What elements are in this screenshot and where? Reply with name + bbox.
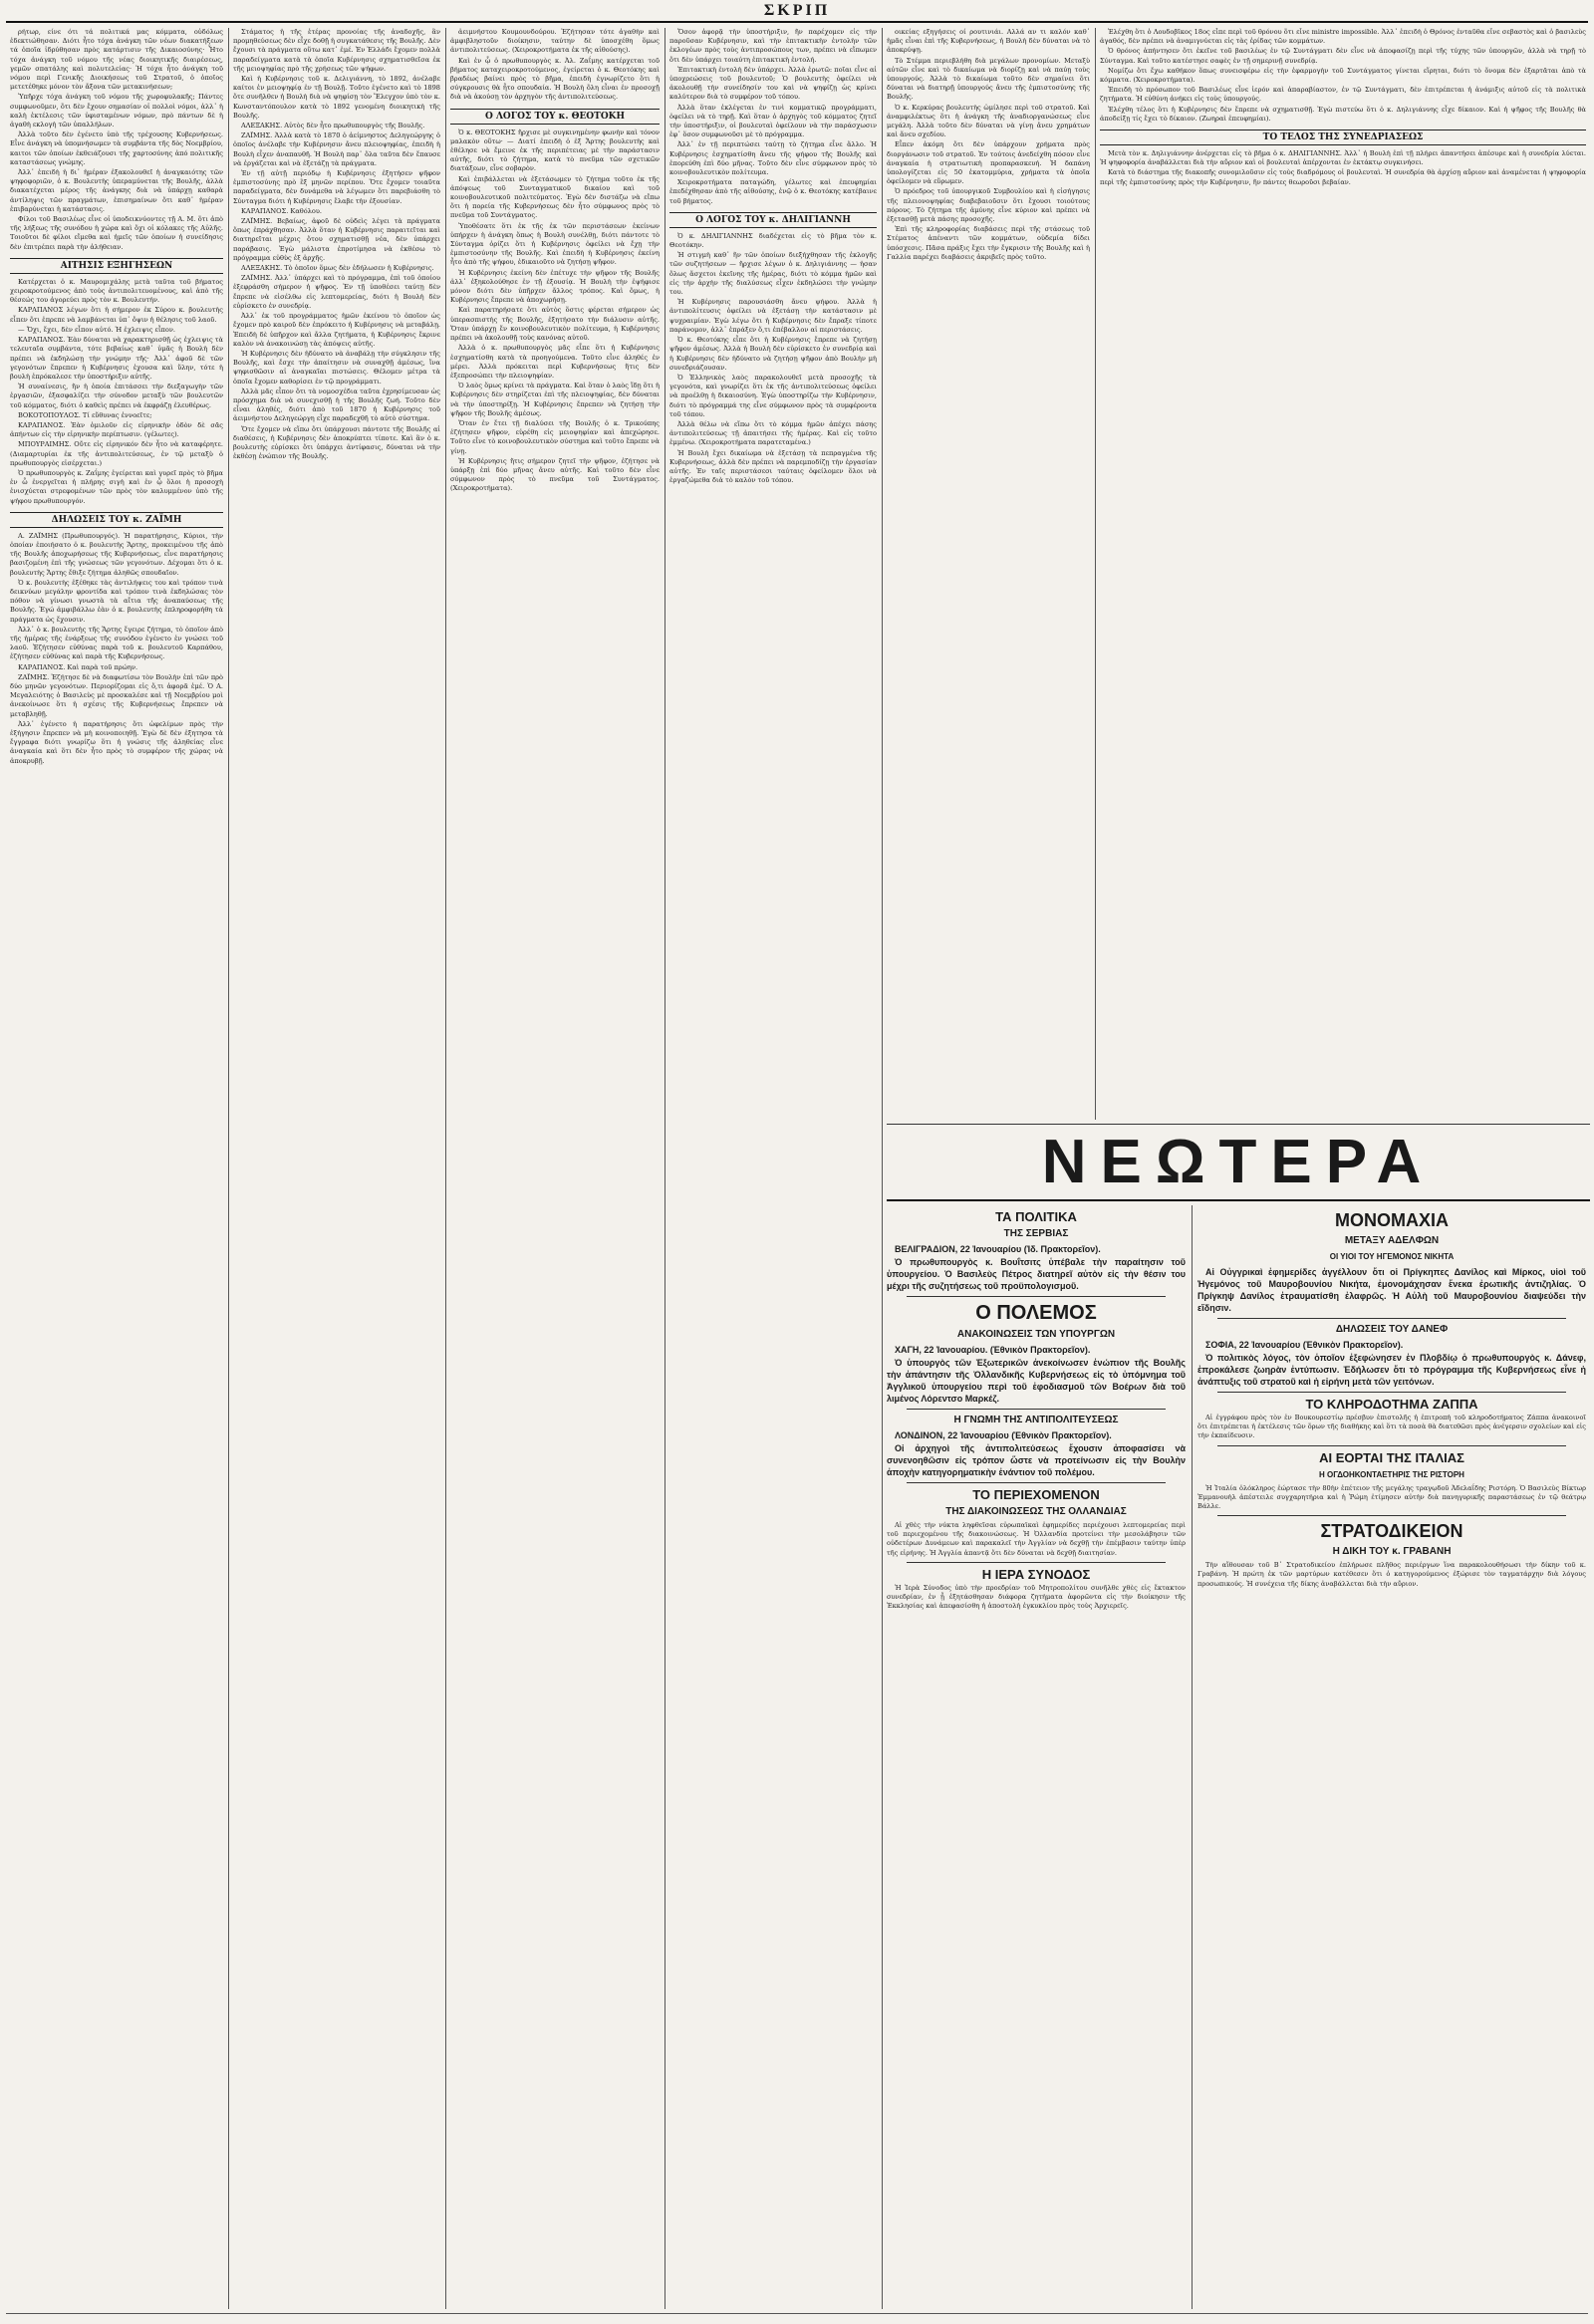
paragraph: Ἀλλ᾽ ἐν τῇ περιπτώσει ταύτῃ τὸ ζήτημα εἶνε ἄλλο. Ἡ Κυβέρνησις ἐσχηματίσθη ἄνευ τῆς ψήφου τῆς Βουλῆς καὶ ἐπορεύθη ἐπὶ δύο μῆνας. Τοῦτο δὲν εἶνε σύμφωνον πρὸς τὸ κοινοβουλευτικὸν πολίτευμα. — [669, 140, 877, 177]
dateline: ΒΕΛΙΓΡΑΔΙΟΝ, 22 Ἰανουαρίου (Ἰδ. Πρακτορεῖον). — [895, 1244, 1101, 1254]
column-6 — [1100, 28, 1586, 1120]
paragraph: ΜΠΟΥΡΑΙΜΗΣ. Οὔτε εἰς εἰρηνικόν δὲν ἦτο νὰ καταφέρητε. (Διαμαρτυρίαι ἐκ τῆς ἀντιπολιτεύσεως, ἐν τῷ μεταξὺ ὁ πρωθυπουργὸς εἰσέρχεται.) — [10, 440, 223, 467]
column-4 — [669, 28, 877, 2309]
paragraph: Ὁ πρωθυπουργὸς κ. Ζαΐμης ἐγείρεται καὶ γυρεῖ πρὸς τὸ βῆμα ἐν ὧ ἐνεργεῖται ἡ πλήρης σιγὴ καὶ ἐν ᾧ ὅλοι ἡ προσοχὴ ἐνισχύεται στρεφομένων τῶν πρὸς τὸν καλυμμένον ὑπὸ τῆς ψήφου πρωθυπουργόν. — [10, 468, 223, 505]
subheadline: ΟΙ ΥΙΟΙ ΤΟΥ ΗΓΕΜΟΝΟΣ ΝΙΚΗΤΑ — [1329, 1252, 1455, 1261]
newspaper-title: ΣΚΡΙΠ — [763, 2, 831, 19]
paragraph: Ἀλλὰ τοῦτο δὲν ἐγένετο ὑπὸ τῆς τρέχουσης Κυβερνήσεως. Εἶνε ἀνάγκη νὰ ὑπομνήσωμεν τὰ συμβάντα τῆς δὸς Νοεμβρίου, καιτοι τῶν ὁποίων ἐκθειάζουσι τῆς χαρτοσύνης ἀπό πολιτικῆς καταστάσεως γνώμης. — [10, 130, 223, 166]
paragraph: Ὁ θρόνος ἀπήντησεν ὅτι ἐκεῖνε τοῦ βασιλέως ἐν τῷ Συντάγματι δὲν εἶνε νὰ ἀποφασίζῃ περὶ τῆς τύχης τῶν ὑπουργῶν, ἀλλὰ νὰ τηρῇ τὸ Σύνταγμα. Καὶ τοῦτο κατέστησε σαφὲς ἐν τῇ σημερινῇ συνεδρίᾳ. — [1100, 47, 1586, 65]
divider — [907, 1296, 1166, 1297]
column-1 — [10, 28, 223, 2309]
paragraph: Ὁ κ. ΘΕΟΤΟΚΗΣ ἤρχισε μὲ συγκινημένην φωνὴν καὶ τόνον μαλακὸν οὕτω· — Διατί ἐπειδὴ ὁ ἐξ Ἄρτης βουλευτὴς καὶ ἐθέλησε νὰ ἔμεινε ἐκ τῆς περιπέτειας μὲ τὴν παράστασιν αὐτῆς, διότι τὸ ζήτημα, κατὰ τὸ πνεῦμα τῶν σχετικῶν διατάξεων, εἶνε σοβαρὸν. — [450, 128, 660, 173]
banner-rule — [887, 1199, 1590, 1201]
paragraph: ΖΑΪΜΗΣ. Ἀλλ᾽ ὑπάρχει καὶ τὸ πρόγραμμα, ἐπὶ τοῦ ὁποίου ἐξεφράσθη σήμερον ἡ ψῆφος. Ἐν τῇ ὑποθέσει ταύτῃ δὲν ἔπρεπε νὰ εἰσέλθω εἰς λεπτομερείας, διότι ἡ Βουλὴ δὲν εὑρίσκετο ἐν συνεδρίᾳ. — [233, 274, 440, 310]
bottom-rule — [6, 2313, 1588, 2314]
paragraph: ΚΑΡΑΠΑΝΟΣ. Ἐὰν δύναται νὰ χαρακτηρισθῇ ὡς ἐχλειψις τὰ τελευταῖα συμβάντα, τότε βεβαίως καθ᾽ ὑμᾶς ἡ Βουλὴ δὲν πρέπει νὰ ἐκδηλώσῃ τὴν γνώμην τῆς· Ἀλλ᾽ ἀφοῦ δὲ τῶν γεγονότων ἔπρεπεν ἡ Κυβέρνησις ἐχουσα καὶ ὕλην, τότε ἡ βουλὴ ἐπρόκαλεσε τὴν ὑποστήριξιν αὐτῆς. — [10, 336, 223, 381]
column-rule — [664, 28, 665, 2309]
news-text: Ὁ πολιτικὸς λόγος, τὸν ὁποῖον ἐξεφώνησεν ἐν Πλοβδίῳ ὁ πρωθυπουργὸς κ. Δάνεφ, ἐπροκάλεσε ζωηρὰν ἐντύπωσιν. Ἐδήλωσεν ὅτι τὸ πρόγραμμα τῆς Κυβερνήσεως εἶνε ἡ ἀνάπτυξις τοῦ στρατοῦ καὶ ἡ εἰρήνη μετὰ τῶν γειτόνων. — [1197, 1353, 1586, 1387]
news-text: Ἡ Ἱερὰ Σύνοδος ὑπὸ τὴν προεδρίαν τοῦ Μητροπολίτου συνῆλθε χθὲς εἰς ἔκτακτον συνεδρίαν, ἐν ᾗ ἐξητάσθησαν διάφορα ζητήματα ἀφορῶντα εἰς τὴν διοίκησιν τῆς Ἐκκλησίας καὶ ἀπεφασίσθη ἡ ἀποστολὴ ἐγκυκλίου πρὸς τοὺς Ἀρχιερεῖς. — [887, 1583, 1186, 1611]
paragraph: ἀειμνήστου Κουμουνδούρου. Ἐζήτησαν τότε ἀγαθὴν καὶ ἀμφιβληστοῦν διοίκησιν, ταύτην δὲ ὑποσχέθη ὅμως ἀντιπολιτεύσεως. (Χειροκροτήματα ἐκ τῆς αἰθούσης). — [450, 28, 660, 55]
headline: ΤΟ ΚΛΗΡΟΔΟΤΗΜΑ ΖΑΠΠΑ — [1305, 1397, 1478, 1412]
paragraph: Ἡ Κυβέρνησις παρουσιάσθη ἄνευ ψήφου. Ἀλλὰ ἡ ἀντιπολίτευσις ὀφείλει νὰ ἐξετάσῃ τὴν κατάστασιν μὲ ψυχραιμίαν. Ἐγὼ λέγω ὅτι ἡ Κυβέρνησις δὲν ἔπραξε τίποτε παράνομον, ἀλλ᾽ ἐπράξεν ὅ,τι ἐπέβαλλον αἱ περιστάσεις. — [669, 298, 877, 334]
paragraph: ΖΑΪΜΗΣ. Ἐζήτησε δὲ νὰ διαφωτίσω τὸν Βουλὴν ἐπὶ τῶν πρὸ δύο μηνῶν γεγονότων. Περιορίζομαι εἰς ὅ,τι ἀφορᾶ ἐμέ. Ὁ Α. Μεγαλειότης ὁ Βασιλεὺς μὲ προσκαλέσε καὶ τῇ Νοεμβρίου μοὶ ἀνεκοίνωσε ὅτι ἡ σχέσις τῆς Κυβερνήσεως ἔπρεπεν νὰ μεταβληθῇ. — [10, 672, 223, 718]
paragraph: Ἀλλ᾽ ἐκ τοῦ προγράμματος ἡμῶν ἐκείνου τὸ ὁποῖον ὡς ἔχομεν πρὸ καιροῦ δὲν ἐπρόκειτο ἡ Κυβέρνησις νὰ μεταβάλῃ. Ἐπειδὴ δὲ ὑπῆρχον καὶ ἄλλα ζητήματα, ἡ Κυβέρνησις ἔκρινε καλὸν νὰ ἀνακοινώσῃ τὰς ἀπόψεις αὐτῆς. — [233, 312, 440, 348]
dateline: ΛΟΝΔΙΝΟΝ, 22 Ἰανουαρίου (Ἑθνικὸν Πρακτορεῖον). — [895, 1430, 1112, 1440]
paragraph: Καὶ ἐν ᾧ ὁ πρωθυπουργὸς κ. Ἀλ. Ζαΐμης κατέρχεται τοῦ βήματος καταχειροκροτούμενος, ἐγείρεται ὁ κ. Θεοτόκης καὶ βραδέως βαίνει πρὸς τὸ βῆμα, ἐπειδὴ ἐγνωρίζετο ὅτι ἡ σύγκρουσις θὰ ἦτο σπουδαία. Ἡ Βουλὴ ὅλη εἶναι ἐν προσοχῇ διὰ νὰ ἀκούσῃ τὸν ἀρχηγὸν τῆς ἀντιπολιτεύσεως. — [450, 56, 660, 102]
paragraph: Ὅταν ἐν ἔτει τῇ διαλύσει τῆς Βουλῆς ὁ κ. Τρικούπης ἐζήτησεν ψῆφον, εὑρέθη εἰς μειοψηφίαν καὶ ἀπεχώρησε. Τοῦτο εἶνε τὸ κοινοβουλευτικὸν σύστημα καὶ τοῦτο ἔπρεπε νὰ γίνῃ. — [450, 418, 660, 455]
paragraph: Κατέρχεται ὁ κ. Μαυρομιχάλης μετὰ ταῦτα τοῦ βήματος χειροκροτούμενος ἀπὸ τοὺς ἀντιπολιτευομένους, καὶ ἀπὸ τῆς θέσεώς του ἀγορεύει πρὸς τὸν κ. Βουλευτήν. — [10, 277, 223, 305]
paragraph: ΖΑΪΜΗΣ. Βεβαίως, ἀφοῦ δὲ οὐδεὶς λέγει τὰ πράγματα ὅπως ἐπράχθησαν. Ἀλλὰ ὅταν ἡ Κυβέρνησις παραιτεῖται καὶ διατηρεῖται μέχρις ὅτου σχηματισθῇ νέα, δὲν ὑπάρχει παράβασις. Ἐγὼ μάλιστα ἐπροτίμησα νὰ ἐκθέσω τὸ πρόγραμμα εὐθὺς ἐξ ἀρχῆς. — [233, 217, 440, 262]
headline: ΑΙ ΕΟΡΤΑΙ ΤΗΣ ΙΤΑΛΙΑΣ — [1319, 1449, 1464, 1465]
subheadline: ΜΕΤΑΞΥ ΑΔΕΛΦΩΝ — [1344, 1235, 1440, 1246]
paragraph: Ἀλλ᾽ ὁ κ. βουλευτὴς τῆς Ἄρτης ἔγειρε ζήτημα, τὸ ὁποῖον ἀπὸ τῆς ἡμέρας τῆς ἐνάρξεως τῆς συνόδου ἐγένετο ἐν γνώσει τοῦ λαοῦ. Ἐζήτησεν εὐθύνας παρὰ τοῦ κ. βουλευτοῦ Καρπάθου, ἐζήτησεν εὐθύνας καὶ παρὰ τῆς Κυβερνήσεως. — [10, 625, 223, 661]
paragraph: ΖΑΪΜΗΣ. Ἀλλὰ κατὰ τὸ 1870 ὁ ἀείμνηστος Δεληγεώργης ὁ ὁποῖος ἀνέλαβε τὴν Κυβέρνησιν ἄνευ πλειοψηφίας, ἐπειδὴ ἡ Βουλὴ εἶχεν ἀναπαυθῆ. Ἡ Βουλὴ παρ᾽ ὅλα ταῦτα δὲν ἔπαυσε νὰ ἐργάζεται καὶ νὰ ἐξετάζῃ τὰ πράγματα. — [233, 131, 440, 167]
paragraph: Στάματος ἡ τῆς ἑτέρας προνοίας τῆς ἀναδοχῆς, ἂν προμηθεύσεως δὲν εἶχε δοθῇ ἡ συγκατάθεσις τῆς Βουλῆς. Δὲν ἔχουσι τὰ πράγματα οὕτω κατ᾽ ἐμέ. Ἐν Ἑλλάδι ἔχομεν πολλὰ παραδείγματα κατὰ τὰ ὁποῖα Κυβέρνησις σχηματισθεῖσα ἐκ τῆς μειοψηφίας πρὸ τῆς χρήσεως τῶν ψήφων. — [233, 28, 440, 73]
paragraph: Ἐπὶ τῆς κληροφορίας διαβάσεις περὶ τῆς στάσεως τοῦ Στέματος ἀπέναντι τῶν κομμάτων, οὐδεμία δίδει ὑπόσχεσις. Πᾶσα πράξις ἔχει τὴν ἔγκρισιν τῆς Βουλῆς καὶ ἡ Γαλλία παρέχει διαβάσεις ἀκριβεῖς πρὸς τοῦτο. — [887, 225, 1090, 261]
headline: Η ΙΕΡΑ ΣΥΝΟΔΟΣ — [981, 1566, 1091, 1582]
column-5 — [887, 28, 1090, 1120]
divider — [1217, 1515, 1566, 1516]
headline: ΣΤΡΑΤΟΔΙΚΕΙΟΝ — [1320, 1521, 1463, 1542]
subheadline: ΤΗΣ ΣΕΡΒΙΑΣ — [1003, 1228, 1069, 1239]
paragraph: Α. ΖΑΪΜΗΣ (Πρωθυπουργός). Ἡ παρατήρησις, Κύριοι, τὴν ὁποίαν ἐποιήσατο ὁ κ. βουλευτὴς Ἄρτης, προκειμένου τῆς ἀπὸ τῆς Βουλῆς ἀποχωρήσεως τῆς Κυβερνήσεως, εἶνε παρατήρησις βασιζομένη ἐπὶ τῆς γνώσεως τῶν γεγονότων. Δέχομαι ὅτι ὁ κ. βουλευτὴς Ἄρτης ἔθιξε ζήτημα ἀληθῶς σπουδαῖον. — [10, 531, 223, 577]
divider — [1217, 1318, 1566, 1319]
column-rule — [228, 28, 229, 2309]
paragraph: Ὁ κ. βουλευτὴς ἐξέθηκε τὰς ἀντιλήψεις του καὶ τρόπον τινὰ δεικνύων μεγάλην φροντίδα καὶ τρόπον τινὰ ἐκδηλώσας τὸν πόθον νὰ γίνωσι γνωστὰ τὰ αἴτια τῆς ἀναπαύσεως τῆς Βουλῆς. Ἐγώ ἀμφιβάλλω ἐὰν ὁ κ. βουλευτὴς ἐπληροφορήθη τὰ πράγματα ὡς ἔχουσιν. — [10, 578, 223, 624]
paragraph: Ἡ στιγμὴ καθ᾽ ἣν τῶν ὁποίων διεξήχθησαν τῆς ἐκλογῆς τῶν συζητήσεων — ἤρχισε λέγων ὁ κ. Δηλιγιάννης — ἡσαν ὅλως ἄσχετοι ἐκεῖνης τῆς ἡμέρας, διότι τὸ κόμμα ἡμῶν καὶ εἰς τὴν ἀρχὴν τῆς διαλύσεως εἶχεν ἐκδηλώσει τὴν γνώμην του. — [669, 251, 877, 297]
subheadline: ΑΝΑΚΟΙΝΩΣΕΙΣ ΤΩΝ ΥΠΟΥΡΓΩΝ — [956, 1329, 1116, 1340]
section-rule — [887, 1124, 1590, 1125]
divider — [1217, 1392, 1566, 1393]
paragraph: Καὶ ἐπιβάλλεται νὰ ἐξετάσωμεν τὸ ζήτημα τοῦτο ἐκ τῆς ἀπόψεως τοῦ Συνταγματικοῦ δικαίου καὶ τοῦ κοινοβουλευτικοῦ πολιτεύματος. Ἐγὼ δὲν διστάζω νὰ εἴπω ὅτι ἡ πορεία τῆς Κυβερνήσεως δὲν ἦτο σύμφωνος πρὸς τὸ πνεῦμα τοῦ Συντάγματος. — [450, 174, 660, 220]
paragraph: Ἐν τῇ αὐτῇ περιόδῳ ἡ Κυβέρνησις ἐξητήσεν ψῆφον ἐμπιστοσύνης πρὸ ἓξ μηνῶν περίπου. Ὅτε ἔχομεν τοιαῦτα παραδείγματα, δὲν δυνάμεθα νὰ λέγωμεν ὅτι παρεβιάσθη τὸ Σύνταγμα διότι ἡ Κυβέρνησις ἔλαβε τὴν ἐξουσίαν. — [233, 169, 440, 205]
headline: ΤΑ ΠΟΛΙΤΙΚΑ — [995, 1209, 1077, 1224]
paragraph: Ἀλλὰ ὁ κ. πρωθυπουργὸς μᾶς εἶπε ὅτι ἡ Κυβέρνησις ἐσχηματίσθη κατὰ τὰ προηγούμενα. Τοῦτο εἶνε ἀληθές ἐν μέρει. Ἀλλὰ πρόκειται περὶ Κυβερνήσεως ἥτις δὲν ἐξεπροσώπει τὴν πλειοψηφίαν. — [450, 344, 660, 380]
paragraph: ΒΟΚΟΤΟΠΟΥΛΟΣ. Τί εὔθυνας ἐννοεῖτε; — [18, 410, 152, 419]
paragraph: Ὑπῆρχε τόχα ἀνάγκη τοῦ νόμου τῆς χωροφυλακῆς; Πάντες συμφωνοῦμεν, ὅτι δὲν ἔχουν σημασίαν οἱ πολλοὶ νόμοι, ἀλλ᾽ ἡ καλὴ ἐκτέλεσις τῶν ὑφισταμένων νόμων, πρὸ πάντων δὲ ἡ ἀγαθὴ εκλογὴ τῶν ὑπαλλήλων. — [10, 93, 223, 129]
news-text: Αἱ χθὲς τὴν νύκτα ληφθεῖσαι εὐρωπαϊκαὶ ἐφημερίδες περιέχουσι λεπτομερείας περὶ τοῦ περιεχομένου τῆς διακοινώσεως. Ἡ Ὀλλανδία προτείνει τὴν μεσολάβησιν τῶν οὐδετέρων Δυνάμεων καὶ παρακαλεῖ τὴν Ἀγγλίαν νὰ δεχθῇ τὴν ἐπέμβασιν ταύτην ὑπὲρ τῆς εἰρήνης. Ἡ Ἀγγλία ἀπαντᾷ ὅτι δὲν δύναται νὰ δεχθῇ διαιτησίαν. — [887, 1521, 1186, 1557]
headline: ΜΟΝΟΜΑΧΙΑ — [1335, 1210, 1449, 1230]
paragraph: Ἀλλ᾽ ἐπειδὴ ἡ δι᾽ ἡμέραν ἐξακολουθεῖ ἡ ἀναγκαιότης τῶν ψηφοφοριῶν, ὁ κ. Βουλευτὴς ὑπεραμύνεται τῆς Βουλῆς, ἀλλὰ διακατέχεται μέρος τῆς ἀνάγκης διὰ νὰ ὑπάρχῃ καθαρὰ ἀντίληψις τῶν πραγμάτων, ἐπισημαίνων ὅτι καθ᾽ ἡμέραν ἐπιβαρύνεται ἡ κατάστασις. — [10, 168, 223, 213]
section-heading: ΑΙΤΗΣΙΣ ΕΞΗΓΗΣΕΩΝ — [10, 258, 223, 274]
paragraph: Ὁ κ. Κερκύρας βουλευτὴς ὡμίλησε περὶ τοῦ στρατοῦ. Καὶ ἀναμφιλέκτως ὅτι ἡ ἀνάγκη τῆς ἀναδιοργανώσεως εἶνε μεγάλη. Ἀλλὰ τοῦτο δὲν δύναται νὰ γίνῃ ἄνευ χρημάτων καὶ ἄνευ σχεδίου. — [887, 103, 1090, 139]
paragraph: Ἀλλὰ μᾶς εἶπον ὅτι τὰ νομοσχέδια ταῦτα ἐχρησίμευσαν ὡς πρόσχημα διὰ νὰ συνεχισθῇ ἡ τῆς Βουλῆς ζωή. Τοῦτο δὲν εἶναι ἀληθές, διότι ἀπὸ τοῦ 1870 ἡ Κυβέρνησις τοῦ ἀειμνήστου Δεληγεώργη εἶχε παραδεχθῆ τὸ αὐτὸ σύστημα. — [233, 387, 440, 423]
divider — [907, 1562, 1166, 1563]
news-text: Ὁ πρωθυπουργὸς κ. Βουΐτσιτς ὑπέβαλε τὴν παραίτησιν τοῦ ὑπουργείου. Ὁ Βασιλεὺς Πέτρος διατηρεῖ αὐτὸν εἰς τὴν θέσιν του μέχρι τῆς συζητήσεως τοῦ προϋπολογισμοῦ. — [887, 1257, 1186, 1291]
paragraph: Ἡ συναίνεσις, ἣν ἡ ὁποία ἐπιτάσσει τὴν διεξαγωγὴν τῶν ἐργασιῶν, ἐξασφαλίζει τὴν σύνοδον μεταξὺ τῶν βουλευτῶν τοῦ κόμματος, διότι ὁ καθεὶς πρέπει νὰ ἐκφράζῃ ἐλευθέρως. — [10, 383, 223, 409]
column-rule — [1095, 28, 1096, 1120]
paragraph: Καὶ παρατηρήσατε ὅτι αὐτὸς ὅστις φέρεται σήμερον ὡς ὑπερασπιστὴς τῆς Βουλῆς, ἐξητήσατο τὴν διάλυσιν αὐτῆς. Ὅταν ὑπάρχῃ ἔν κοινοβουλευτικὸν πολίτευμα, ἡ Κυβέρνησις πρέπει νὰ ἀκολουθῇ τοὺς κανόνας αὐτοῦ. — [450, 306, 660, 343]
paragraph: Ἀλλὰ ὅταν ἐκλέγεται ἐν τινὶ κομματικῷ προγράμματι, ὀφείλει νὰ τὸ τηρῇ. Καὶ ὅταν ὁ ἀρχηγὸς τοῦ κόμματος ζητεῖ τὴν ὑποστήριξιν, οἱ βουλευταὶ ὀφείλουν νὰ τὴν παράσχωσιν ἐφ᾽ ὅσον συμφωνοῦσι μὲ τὸ πρόγραμμα. — [669, 103, 877, 139]
subheadline: ΔΗΛΩΣΕΙΣ ΤΟΥ ΔΑΝΕΦ — [1335, 1324, 1449, 1335]
paragraph: ΚΑΡΑΠΑΝΟΣ. Καθόλου. — [241, 206, 322, 215]
paragraph: Ὑποθέσατε ὅτι ἐκ τῆς ἐκ τῶν περιστάσεων ἐκείνων ὑπήρχεν ἡ ἀνάγκη ὅπως ἡ Βουλὴ συνέλθῃ, διότι πάντοτε τὸ Σύνταγμα ὁρίζει ὅτι ἡ Κυβέρνησις ὀφείλει νὰ ἔχῃ τὴν ἐμπιστοσύνην τῆς Βουλῆς. Καὶ ἐπειδὴ ἡ Κυβέρνησις ἐκείνη ἦτο ἀπὸ τῆς ψήφου, ἐδικαιοῦτο νὰ ζητήσῃ ψῆφον. — [450, 221, 660, 267]
latest-news-right — [1197, 1205, 1586, 2309]
paragraph: ΑΛΕΞΑΚΗΣ. Τὸ ὁποῖον ὅμως δὲν ἐδήλωσεν ἡ Κυβέρνησις. — [241, 264, 434, 273]
divider — [907, 1409, 1166, 1410]
paragraph: Κατὰ τὸ διάστημα τῆς διακοπῆς συνομιλοῦσιν εἰς τοὺς διαδρόμους οἱ βουλευταὶ. Ἡ συνεδρία θὰ ἀρχίσῃ αὔριον καὶ ἀναμένεται ἡ ψηφοφορία περὶ τῆς ἐμπιστοσύνης πρὸς τὴν Κυβέρνησιν, ἥν πάντες θεωροῦσι βεβαίαν. — [1100, 168, 1586, 186]
paragraph: Ἀλλὰ θέλω νὰ εἴπω ὅτι τὸ κόμμα ἡμῶν ἀπέχει πάσης ἀντιπολιτεύσεως τῇ ἀπαιτήσει τῆς ἡμέρας. Καὶ εἰς τοῦτο ἐμμένω. (Χειροκροτήματα παρατεταμένα.) — [669, 419, 877, 447]
column-rule — [1192, 1205, 1193, 2309]
subheadline: Η ΔΙΚΗ ΤΟΥ κ. ΓΡΑΒΑΝΗ — [1332, 1546, 1452, 1558]
paragraph: ΑΛΕΞΑΚΗΣ. Αὐτὸς δὲν ἦτο πρωθυπουργὸς τῆς Βουλῆς. — [241, 122, 425, 130]
section-heading: ΔΗΛΩΣΕΙΣ ΤΟΥ κ. ΖΑΪΜΗ — [10, 512, 223, 528]
paragraph: Φίλοι τοῦ Βασιλέως εἶνε οἱ ὑποδεικνύοντες τῇ Α. Μ. ὅτι ἀπὸ τῆς λήξεως τῆς συνόδου ἡ χώρα καὶ ὄχι οἱ κόλακες τῆς Αὐλῆς. Τοιοῦτοι δὲ φίλοι εἴμεθα καὶ ἡμεῖς τῶν ὁποίων ἡ συνείδησις δὲν ἐπιτρέπει παρὰ τὴν ἀλήθειαν. — [10, 215, 223, 251]
paragraph: Ὅσον ἀφορᾷ τὴν ὑποστήριξιν, ἥν παρέχομεν εἰς τὴν παροῦσαν Κυβέρνησιν, καὶ τὴν ἐπιτακτικὴν ἐντολὴν τῶν ἐκλογέων πρὸς τοὺς ἀντιπροσώπους των, πρέπει νὰ εἴπωμεν ὅτι δὲν ὑπάρχει τοιαύτη ἐπιτακτικὴ ἐντολή. — [669, 28, 877, 64]
paragraph: Ἡ Κυβέρνησις ἥτις σήμερον ζητεῖ τὴν ψῆφον, ἐζήτησε νὰ ὑπάρξῃ ἐπὶ δύο μῆνας ἄνευ αὐτῆς. Καὶ τοῦτο δὲν εἶνε σύμφωνον πρὸς τὸ πνεῦμα τοῦ Συντάγματος. (Χειροκροτήματα). — [450, 456, 660, 493]
paragraph: ΚΑΡΑΠΑΝΟΣ λέγων ὅτι ἡ σήμερον ἐκ Σύρου κ. βουλευτὴς εἶπεν ὅτι ἐπρεπε νὰ λαμβάνεται ὑπ᾽ ὄψιν ἡ θέλησις τοῦ λαοῦ. — [10, 306, 223, 324]
paragraph: — Ὄχι, ἔχει, δὲν εἶπον αὐτό. Ἡ ἐχλειψις εἶπον. — [18, 325, 175, 334]
headline: Ο ΠΟΛΕΜΟΣ — [975, 1302, 1097, 1324]
paragraph: Μετὰ τὸν κ. Δηλιγιάννην ἀνέρχεται εἰς τὸ βῆμα ὁ κ. ΔΗΛΙΓΙΑΝΝΗΣ. Ἀλλ᾽ ἡ Βουλὴ ἐπὶ τῇ πλήρει ἀπαντήσει ἀπέσυρε καὶ ἡ συνεδρία λύεται. Ἡ ψηφοφορία ἀναβάλλεται διὰ τὴν αὔριον καὶ οἱ βουλευταὶ ἀπέρχονται ἐν ἐκτάκτῳ συγκινήσει. — [1100, 149, 1586, 167]
paragraph: Ἐλέχθη τέλος ὅτι ἡ Κυβέρνησις δὲν ἔπρεπε νὰ σχηματισθῇ. Ἐγὼ πιστεύω ὅτι ὁ κ. Δηλιγιάννης εἶχε δίκαιον. Καὶ ἡ ψῆφος τῆς Βουλῆς θὰ ἀποδείξῃ τίς ἔχει τὸ δίκαιον. (Ζωηραὶ ἐπευφημίαι). — [1100, 105, 1586, 123]
paragraph: οικείας εξηγήσεις οί ρουτινιάι. Αλλά αν τι καλόν καθ᾽ ἡμᾶς εἶναι ἐπὶ τῆς Κυβερνήσεως, ἡ Βουλὴ δὲν δύναται νὰ τὸ ἀποκρύψῃ. — [887, 28, 1090, 55]
subheadline: Η ΓΝΩΜΗ ΤΗΣ ΑΝΤΙΠΟΛΙΤΕΥΣΕΩΣ — [953, 1415, 1119, 1425]
latest-news-banner: ΝΕΩΤΕΡΑ — [1041, 1128, 1436, 1196]
paragraph: Χειροκροτήματα παταγώδη, γέλωτες καὶ ἐπευφημίαι ἐπεδέχθησαν ἀπὸ τῆς αἰθούσης, ἐνῷ ὁ κ. Θεοτόκης κατέβαινε τοῦ βήματος. — [669, 178, 877, 205]
headline: ΤΟ ΠΕΡΙΕΧΟΜΕΝΟΝ — [972, 1487, 1100, 1502]
paragraph: Καὶ ἡ Κυβέρνησις τοῦ κ. Δελιγιάννη, τὸ 1892, ἀνέλαβε καίτοι ἐν μειοψηφίᾳ ἐν τῇ Βουλῇ. Τοῦτο ἐγένετο καὶ τὸ 1898 ὅτε συνῆλθεν ἡ Βουλὴ διὰ νὰ ψηφίσῃ τὸν Ἔλεγχον ὑπὸ τὸν κ. Κωνσταντόπουλον κατὰ τὸ 1892 γενομένη διοικητικὴ τῆς Βουλῆς. — [233, 75, 440, 120]
subheadline: Η ΟΓΔΟΗΚΟΝΤΑΕΤΗΡΙΣ ΤΗΣ ΡΙΣΤΟΡΗ — [1319, 1469, 1464, 1479]
news-text: Οἱ ἀρχηγοὶ τῆς ἀντιπολιτεύσεως ἔχουσιν ἀποφασίσει νὰ συνενοηθῶσιν εἰς τρόπον ὥστε νὰ προτείνωσιν εἰς τὴν Βουλὴν ἀποχὴν κατηγορηματικὴν ἐνάντιον τοῦ πολέμου. — [887, 1443, 1186, 1477]
masthead — [0, 0, 1594, 24]
news-text: Ἡ Ἰταλία ὁλόκληρος ἑώρτασε τὴν 80ὴν ἐπέτειον τῆς μεγάλης τραγῳδοῦ Ἀδελαΐδης Ριστόρη. Ὁ Βασιλεὺς Βίκτωρ Ἐμμανουὴλ ἀπέστειλε συγχαρητήρια καὶ ἡ Ῥώμη ἐτίμησεν αὐτὴν διὰ πανηγυρικῆς παραστάσεως ἐν τῷ θεάτρῳ Βάλλε. — [1197, 1483, 1586, 1511]
paragraph: Νομίζω ὅτι ἔχω καθήκον ὅπως συνεισφέρω εἰς τὴν ἐφαρμογὴν τοῦ Συντάγματος γίνεται εἴρηται, διότι τὸ ὄνομα δὲν ἐξαρτᾶται ἀπὸ τὰ κόμματα. (Χειροκροτήματα). — [1100, 66, 1586, 85]
paragraph: Ἡ Βουλὴ ἔχει δικαίωμα νὰ ἐξετάσῃ τὰ πεπραγμένα τῆς Κυβερνήσεως, ἀλλὰ δὲν πρέπει νὰ παρεμποδίζῃ τὴν ἐργασίαν αὐτῆς. Ἐν ταῖς περιστάσεσι ταύταις ὀφείλομεν ὅλοι νὰ ἐργαζώμεθα διὰ τὸ καλὸν τοῦ τόπου. — [669, 448, 877, 485]
section-heading: Ο ΛΟΓΟΣ ΤΟΥ κ. ΘΕΟΤΟΚΗ — [450, 109, 660, 125]
paragraph: Τὸ Στέμμα περιεβλήθη διὰ μεγάλων προνομίων. Μεταξὺ αὐτῶν εἶνε καὶ τὸ δικαίωμα νὰ διορίζῃ καὶ νὰ παύῃ τοὺς ὑπουργούς. Ἀλλὰ τὸ δικαίωμα τοῦτο δὲν σημαίνει ὅτι δύναται νὰ διατηρῇ ὑπουργούς ἄνευ τῆς ἐμπιστοσύνης τῆς Βουλῆς. — [887, 56, 1090, 102]
dateline: ΣΟΦΙΑ, 22 Ἰανουαρίου (Ἑθνικὸν Πρακτορεῖον). — [1205, 1340, 1404, 1350]
paragraph: Ἀλλ᾽ ἐγένετο ἡ παρατήρησις ὅτι ὠφελίμων πρὸς τὴν ἐξήγησιν ἔπρεπεν νὰ μὴ κοινοποιηθῇ. Ἐγὼ δὲ δὲν ἐξητησα τὰ ἔγγραφα διότι γνωρίζω ὅτι ἡ γνώσις τῆς ἀληθείας εἶνε ἀναγκαία καὶ ὅτι δὲν ἦτο πρὸς τὸ συμφέρον τῆς χώρας νὰ ἀποκρυβῇ. — [10, 719, 223, 765]
news-text: Αἱ ἐγγράφου πρὸς τὸν ἐν Βουκουρεστίῳ πρέσβυν ἐπιστολῆς ἡ ἐπιτροπὴ τοῦ κληροδοτήματος Ζάππα ἀνακοινοῖ ὅτι ἐπιτρέπεται ἡ ἐκτέλεσις τῶν ὅρων τῆς διαθήκης καὶ ὅτι τὰ ποσὰ θὰ διατεθῶσι πρὸς ἀνέγερσιν σχολείων καὶ εἰς τὴν ἐκπαίδευσιν. — [1197, 1414, 1586, 1440]
paragraph: ρήτωρ, είνε ότι τά πολιτικά μας κόμματα, οὐδόλως ἐδεκτιώθησαν. Διότι ἦτο τόχα ἀνάγκη τῶν νέων διακατήξεων τά ὁποῖα ἰδρύθησαν πρὸς κατάρτισιν τῆς Δικαιοσύνης· Ἦτο τόχα ἀνάγκη τοῦ νόμου τῆς νέας διοικητικῆς διαιρέσεως, γεμῶν σπατάλης καὶ πολυτελείας· Ἡ τόχα ἦτο ἀνάγκη τοῦ νόμου περὶ Γενικῆς Διοικήσεως τοῦ Στρατοῦ, ὁ ὁποῖος μετετέθηκε μόνον τὸν ἄξονα τῶν μετακινήσεων; — [10, 28, 223, 92]
column-rule — [445, 28, 446, 2309]
section-heading: ΤΟ ΤΕΛΟΣ ΤΗΣ ΣΥΝΕΔΡΙΑΣΕΩΣ — [1100, 129, 1586, 145]
divider — [1217, 1445, 1566, 1446]
masthead-rule — [6, 21, 1588, 23]
column-rule — [882, 28, 883, 2309]
paragraph: ΚΑΡΑΠΑΝΟΣ. Καὶ παρὰ τοῦ πρώην. — [18, 662, 138, 671]
dateline: ΧΑΓΗ, 22 Ἰανουαρίου. (Ἑθνικὸν Πρακτορεῖον). — [895, 1345, 1091, 1355]
paragraph: ΚΑΡΑΠΑΝΟΣ. Ἐὰν ὁμιλοῦν εἰς εἰρηνικὴν ὁδὸν δὲ σᾶς ἀπήντων εἰς τὴν εἰρηνικὴν περίπτωσιν. (γέλωτες). — [10, 420, 223, 439]
news-text: Αἱ Οὐγγρικαὶ ἐφημερίδες ἀγγέλλουν ὅτι οἱ Πρίγκηπες Δανίλος καὶ Μίρκος, υἱοὶ τοῦ Ἡγεμόνος τοῦ Μαυροβουνίου Νικήτα, ἐμονομάχησαν ἕνεκα ἐρωτικῆς ἀντιζηλίας. Ὁ Πρίγκηψ Δανίλος ἐτραυματίσθη ἐλαφρῶς. Ἡ Αὐλὴ τοῦ Μαυροβουνίου διαψεύδει τὴν εἴδησιν. — [1197, 1267, 1586, 1313]
paragraph: Ἐπιτακτικὴ ἐντολὴ δὲν ὑπάρχει. Ἀλλὰ ἐρωτῶ: ποῖαι εἶνε αἱ ὑποχρεώσεις τοῦ βουλευτοῦ; Ὁ βουλευτὴς ὀφείλει νὰ ἀκολουθῇ τὴν συνείδησίν του καὶ νὰ ψηφίζῃ ὡς κρίνει καλύτερον διὰ τὸ συμφέρον τοῦ τόπου. — [669, 65, 877, 102]
paragraph: Ὁ Ἑλληνικὸς λαὸς παρακολουθεῖ μετὰ προσοχῆς τὰ γεγονότα, καὶ γνωρίζει ὅτι ἐκ τῆς ἀντιπολιτεύσεως ὀφείλει νὰ προέλθῃ ἡ δικαιοσύνη. Ἐγὼ ὑποστηρίζω τὴν Κυβέρνησιν, διότι τὸ πρόγραμμά της εἶνε σύμφωνον πρὸς τὰ συμφέροντα τοῦ τόπου. — [669, 373, 877, 418]
paragraph: Ἐλέχθη ὅτι ὁ Λουδοβῖκος 18ος εἶπε περὶ τοῦ θρόνου ὅτι εἶνε ministre impossible. Ἀλλ᾽ ἐπειδὴ ὁ Θρόνος ἐνταῦθα εἶνε σεβαστὸς καὶ ὁ βασιλεὺς ἀγαθός, δὲν πρέπει νὰ ἀναμιγνύεται εἰς τὰς ἐρίδας τῶν κομμάτων. — [1100, 28, 1586, 46]
paragraph: Ὅτε ἔχομεν νὰ εἴπω ὅτι ὑπάρχουσι πάντοτε τῆς Βουλῆς αἱ διαθέσεις, ἡ Κυβέρνησις δὲν ἀποκρύπτει τίποτε. Καὶ ἂν ὁ κ. βουλευτὴς εὑρίσκει ὅτι ὑπάρχει ἀντίφασις, δύναται νὰ τὴν ἐκθέσῃ ἐνώπιον τῆς Βουλῆς. — [233, 424, 440, 461]
column-2 — [233, 28, 440, 2309]
paragraph: Ἡ Κυβέρνησις ἐκείνη δὲν ἐπέτυχε τὴν ψῆφον τῆς Βουλῆς ἀλλ᾽ ἐξηκολούθησε ἐν τῇ ἐξουσίᾳ. Ἡ Βουλὴ τὴν ἐψήφισε μόνον διότι δὲν ὑπῆρχεν ἄλλος τρόπος. Καὶ ὅμως, ἡ Κυβέρνησις ἔπρεπε νὰ ἀποχωρήσῃ. — [450, 268, 660, 305]
paragraph: Ὁ κ. ΔΗΛΙΓΙΑΝΝΗΣ διαδέχεται εἰς τὸ βῆμα τὸν κ. Θεοτόκην. — [669, 231, 877, 250]
column-3 — [450, 28, 660, 2309]
section-heading: Ο ΛΟΓΟΣ ΤΟΥ κ. ΔΗΛΙΓΙΑΝΝΗ — [669, 212, 877, 228]
paragraph: Ὁ πρόεδρος τοῦ ὑπουργικοῦ Συμβουλίου καὶ ἡ εἰσήγησις τῆς πλειονοψηφίας διαβεβαιοῦσιν ὅτι ἔχουσι τοιούτους πόρους. Τὸ ζήτημα τῆς ἀμύνης εἶνε κύριον καὶ πρέπει νὰ ἐξετασθῇ μετὰ πάσης προσοχῆς. — [887, 187, 1090, 224]
paragraph: Ὁ λαὸς ὅμως κρίνει τὰ πράγματα. Καὶ ὅταν ὁ λαὸς ἴδῃ ὅτι ἡ Κυβέρνησις δὲν στηρίζεται ἐπὶ τῆς πλειοψηφίας, δὲν δύναται νὰ τὴν ὑποστηρίξῃ. Ἡ Κυβέρνησις ἔπρεπεν νὰ ζητήσῃ τὴν ψῆφον τῆς Βουλῆς ἀμέσως. — [450, 382, 660, 417]
latest-news-left — [887, 1205, 1186, 2309]
paragraph: Ἡ Κυβέρνησις δὲν ἠδύνατο νὰ ἀναβάλῃ τὴν σύγκλησιν τῆς Βουλῆς, καὶ ἔσχε τὴν ἀπαίτησιν νὰ συναχθῇ ἀμέσως, ἵνα ψηφισθῶσιν αἱ ἀναγκαῖαι πιστώσεις. Θέλομεν μέτρα τὰ ὁποῖα ἔχομεν καθορίσει ἐν τῷ προγράμματι. — [233, 349, 440, 386]
subheadline: ΤΗΣ ΔΙΑΚΟΙΝΩΣΕΩΣ ΤΗΣ ΟΛΛΑΝΔΙΑΣ — [945, 1506, 1127, 1517]
news-text: Τὴν αἴθουσαν τοῦ Β᾽ Στρατοδικείου ἐπλήρωσε πλῆθος περιέργων ἵνα παρακολουθήσωσι τὴν δίκην τοῦ κ. Γραβάνη. Ἡ πρώτη ἐκ τῶν μαρτύρων κατέθεσεν ὅτι ὁ κατηγορούμενος ἐξώρισε τὸν ταγματάρχην διὰ λόγους προσωπικούς. Ἡ συνέχεια τῆς δίκης ἀναβάλλεται διὰ τὴν αὔριον. — [1197, 1561, 1586, 1588]
divider — [907, 1482, 1166, 1483]
paragraph: Εἶπεν ἀκόμη ὅτι δὲν ὑπάρχουν χρήματα πρὸς διοργάνωσιν τοῦ στρατοῦ. Ἐν τούτοις ἀνεδείχθη πόσον εἶνε ἀναγκαία ἡ στρατιωτικὴ προπαρασκευή. Ἡ δαπάνη ὑπολογίζεται εἰς 50 ἑκατομμύρια, χρήματα τὰ ὁποῖα ὀφείλομεν νὰ εὕρωμεν. — [887, 140, 1090, 186]
paragraph: Ὁ κ. Θεοτόκης εἶπε ὅτι ἡ Κυβέρνησις ἔπρεπε νὰ ζητήσῃ ψῆφον ἀμέσως. Ἀλλὰ ἡ Βουλὴ δὲν εὑρίσκετο ἐν συνεδρίᾳ καὶ ἡ Κυβέρνησις δὲν ἠδύνατο νὰ ζητήσῃ ψῆφον ἀπὸ Βουλὴν μὴ συνεδριάζουσαν. — [669, 336, 877, 372]
paragraph: Ἐπειδὴ τὸ πρόσωπον τοῦ Βασιλέως εἶνε ἱερόν καὶ ἀπαραβίαστον, ἐν τῷ Συντάγματι, δὲν ἐπιτρέπεται ἡ ἀνάμιξις αὐτοῦ εἰς τὰ πολιτικὰ ζητήματα. Ἡ εὐθύνη ἀνήκει εἰς τοὺς ὑπουργούς. — [1100, 86, 1586, 104]
news-text: Ὁ ὑπουργὸς τῶν Ἐξωτερικῶν ἀνεκοίνωσεν ἐνώπιον τῆς Βουλῆς τὴν ἀπάντησιν τῆς Ὀλλανδικῆς Κυβερνήσεως εἰς τὸ ὑπόμνημα τοῦ Ἀγγλικοῦ ὑπουργείου περὶ τοῦ ἐφοδιασμοῦ τῶν Βοέρων διὰ τοῦ λιμένος Λόρεντσο Μαρκέζ. — [887, 1358, 1186, 1404]
